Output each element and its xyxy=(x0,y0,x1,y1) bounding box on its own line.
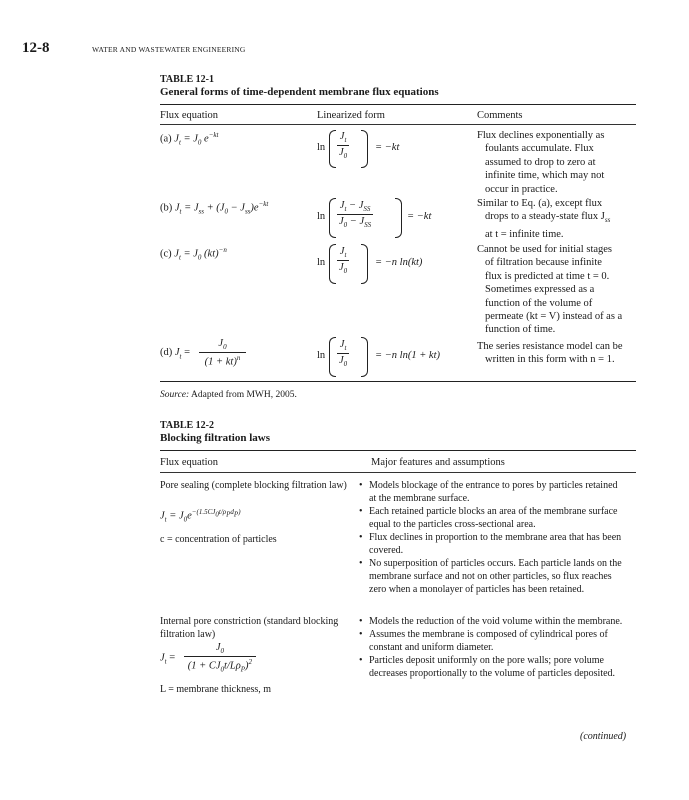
bullet-item: • No superposition of particles occurs. Each particle lands on the membrane surface and not on other particles, so flux reaches zero when a monolayer of particles has been retained. xyxy=(359,558,622,595)
table2-top-rule xyxy=(160,450,636,451)
comment-d: The series resistance model can be written in this form with n = 1. xyxy=(477,341,623,366)
comment-c: Cannot be used for initial stages of filtration because infinite flux is predicted at time t = 0. Sometimes expressed as a function of the volume of permeate (kt = V) instead of as a function of time. xyxy=(477,244,623,336)
bullet-item: • Flux declines in proportion to the membrane area that has been covered. xyxy=(359,532,622,556)
continued-note: (continued) xyxy=(580,731,627,742)
bullet-item: • Each retained particle blocks an area of the membrane surface equal to the particles cross-sectional area. xyxy=(359,506,618,530)
internal-pore-bullets xyxy=(359,615,623,680)
table2-header-rule xyxy=(160,472,636,473)
table1-label: TABLE 12-1 xyxy=(160,74,214,85)
table2-title: Blocking filtration laws xyxy=(160,432,271,444)
table1-title: General forms of time-dependent membrane flux equations xyxy=(160,86,439,98)
bullet-item: • Assumes the membrane is composed of cylindrical pores of constant and uniform diameter. xyxy=(359,629,608,653)
table2-header-features: Major features and assumptions xyxy=(371,457,505,468)
running-title: WATER AND WASTEWATER ENGINEERING xyxy=(92,45,246,54)
bullet-item: • Particles deposit uniformly on the pore walls; pore volume decreases proportionally to the volume of particles deposited. xyxy=(359,655,616,679)
pore-sealing-definition: c = concentration of particles xyxy=(160,534,277,545)
bullet-item: • Models blockage of the entrance to pores by particles retained at the membrane surface. xyxy=(359,480,618,504)
pore-sealing-title: Pore sealing (complete blocking filtration law) xyxy=(160,480,347,491)
table1-bottom-rule xyxy=(160,381,636,382)
pore-sealing-bullets xyxy=(359,479,623,596)
comment-b: Similar to Eq. (a), except flux drops to a steady-state flux $J_{ss}$ at t = infinite time. xyxy=(477,198,611,240)
table1-top-rule xyxy=(160,104,636,105)
table2-label: TABLE 12-2 xyxy=(160,420,214,431)
table1-header-linearized: Linearized form xyxy=(317,110,385,121)
comment-a: Flux declines exponentially as foulants accumulate. Flux assumed to drop to zero at infinite time, which may not occur in practice. xyxy=(477,130,605,195)
pore-sealing-equation: $J_t = J_0e^{-(1.5CJ_0t/\rho_Pd_P)}$ xyxy=(160,508,241,524)
table1-header-flux: Flux equation xyxy=(160,110,219,121)
table1-header-comments: Comments xyxy=(477,110,523,121)
flux-equation-b: (b) $J_t = J_{ss} + (J_0 - J_{ss})e^{-kt}$ xyxy=(160,200,269,216)
table1-header-rule xyxy=(160,124,636,125)
table1-source: Source: Adapted from MWH, 2005. xyxy=(160,390,297,400)
flux-equation-c: (c) $J_t = J_0$ (kt)$^{-n}$ xyxy=(160,246,227,262)
internal-pore-title: Internal pore constriction (standard blocking filtration law) xyxy=(160,616,339,640)
page-number: 12-8 xyxy=(22,40,50,56)
bullet-item: • Models the reduction of the void volume within the membrane. xyxy=(359,616,623,627)
internal-pore-equation: $J_t$ = $\frac{J_0}{(1 + CJ_0t/L\rho_P)^2}$ xyxy=(160,642,256,674)
internal-pore-definition: L = membrane thickness, m xyxy=(160,684,272,695)
flux-equation-a: (a) $J_t = J_0$ $e^{-kt}$ xyxy=(160,131,219,147)
flux-equation-d: (d) $J_t$ = $\frac{J_0}{(1 + kt)^n}$ xyxy=(160,338,246,368)
table2-header-flux: Flux equation xyxy=(160,457,219,468)
